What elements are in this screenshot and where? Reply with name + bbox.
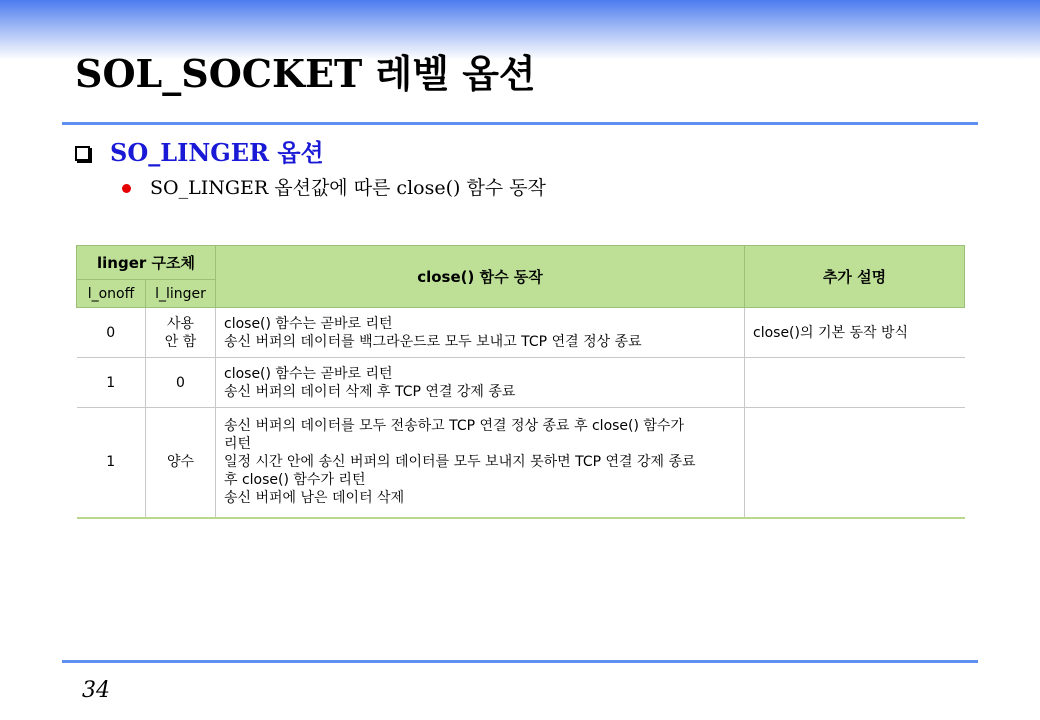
cell-onoff: 1 <box>77 358 146 408</box>
section-heading-text: SO_LINGER 옵션 <box>110 138 324 167</box>
header-linger-struct: linger 구조체 <box>77 246 216 280</box>
section-heading <box>75 137 324 169</box>
bullet-item <box>122 174 546 202</box>
cell-action: close() 함수는 곧바로 리턴 송신 버퍼의 데이터 삭제 후 TCP 연결 강제 종료 <box>216 358 745 408</box>
cell-linger: 0 <box>146 358 216 408</box>
page-number: 34 <box>82 678 110 703</box>
cell-note <box>745 408 965 518</box>
header-extra-note: 추가 설명 <box>745 246 965 308</box>
table-row <box>77 408 965 518</box>
cell-note <box>745 358 965 408</box>
cell-linger: 사용 안 함 <box>146 308 216 358</box>
bullet-item-text: SO_LINGER 옵션값에 따른 close() 함수 동작 <box>150 177 546 199</box>
table-row <box>77 308 965 358</box>
cell-linger: 양수 <box>146 408 216 518</box>
square-bullet-icon <box>75 146 90 161</box>
header-l-linger: l_linger <box>146 280 216 308</box>
table-row <box>77 358 965 408</box>
footer-divider <box>62 660 978 663</box>
header-close-action: close() 함수 동작 <box>216 246 745 308</box>
cell-onoff: 1 <box>77 408 146 518</box>
cell-action: 송신 버퍼의 데이터를 모두 전송하고 TCP 연결 정상 종료 후 close() 함수가 리턴 일정 시간 안에 송신 버퍼의 데이터를 모두 보내지 못하면 TCP 연결 강제 종료 후 close() 함수가 리턴 송신 버퍼에 남은 데이터 삭제 <box>216 408 745 518</box>
red-dot-bullet-icon <box>122 184 131 193</box>
slide-title: SOL_SOCKET 레벨 옵션 <box>75 51 536 96</box>
header-l-onoff: l_onoff <box>77 280 146 308</box>
linger-options-table <box>76 245 965 519</box>
cell-note: close()의 기본 동작 방식 <box>745 308 965 358</box>
title-divider <box>62 122 978 125</box>
cell-action: close() 함수는 곧바로 리턴 송신 버퍼의 데이터를 백그라운드로 모두 보내고 TCP 연결 정상 종료 <box>216 308 745 358</box>
cell-onoff: 0 <box>77 308 146 358</box>
